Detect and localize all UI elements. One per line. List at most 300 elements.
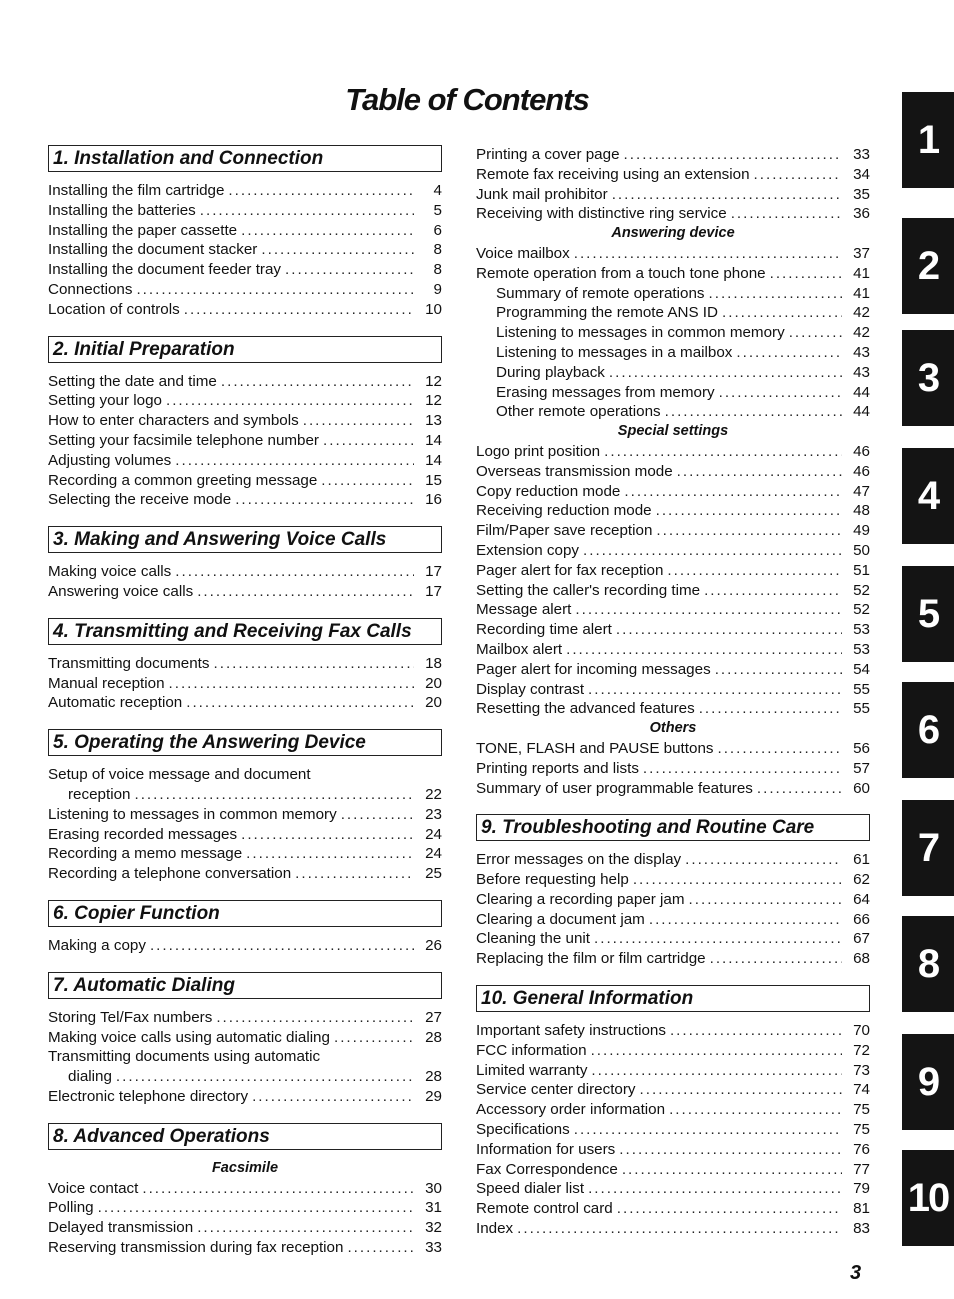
toc-entry-label: Index bbox=[476, 1220, 514, 1238]
toc-entry-page: 37 bbox=[853, 244, 870, 262]
section-entries-9 bbox=[476, 850, 870, 969]
dot-leader bbox=[594, 929, 842, 949]
toc-entry[interactable] bbox=[476, 949, 870, 969]
toc-entry[interactable] bbox=[476, 870, 870, 890]
toc-entry-page: 24 bbox=[425, 845, 442, 863]
dot-leader bbox=[116, 1067, 414, 1087]
section-entries-remote bbox=[476, 284, 870, 423]
section-entries-special bbox=[476, 442, 870, 719]
toc-entry-label: Making voice calls using automatic dialing bbox=[48, 1028, 330, 1046]
toc-entry-label: Receiving with distinctive ring service bbox=[476, 205, 727, 223]
dot-leader bbox=[656, 501, 842, 521]
dot-leader bbox=[566, 640, 842, 660]
chapter-tab-1[interactable]: 1 bbox=[902, 92, 954, 188]
dot-leader bbox=[689, 890, 842, 910]
toc-entry-page: 27 bbox=[425, 1008, 442, 1026]
dot-leader bbox=[150, 936, 414, 956]
toc-entry[interactable] bbox=[476, 640, 870, 660]
toc-entry-page: 67 bbox=[853, 930, 870, 948]
toc-entry[interactable] bbox=[48, 490, 442, 510]
dot-leader bbox=[704, 581, 842, 601]
toc-entry[interactable] bbox=[476, 1219, 870, 1239]
toc-entry-page: 33 bbox=[425, 1238, 442, 1256]
toc-entry[interactable] bbox=[476, 1061, 870, 1081]
dot-leader bbox=[200, 201, 414, 221]
toc-entry-page: 54 bbox=[853, 660, 870, 678]
toc-entry-page: 35 bbox=[853, 185, 870, 203]
toc-entry-page: 60 bbox=[853, 779, 870, 797]
toc-entry-label: Listening to messages in common memory bbox=[48, 805, 337, 823]
toc-entry[interactable] bbox=[48, 280, 442, 300]
toc-entry[interactable] bbox=[48, 864, 442, 884]
section-heading-3[interactable]: 3. Making and Answering Voice Calls bbox=[48, 526, 442, 553]
toc-entry[interactable] bbox=[48, 562, 442, 582]
section-heading-10[interactable]: 10. General Information bbox=[476, 985, 870, 1012]
toc-entry[interactable] bbox=[476, 1100, 870, 1120]
toc-entry[interactable] bbox=[476, 779, 870, 799]
toc-entry-page: 79 bbox=[853, 1180, 870, 1198]
dot-leader bbox=[643, 759, 842, 779]
dot-leader bbox=[334, 1028, 414, 1048]
toc-entry-label: Replacing the film or film cartridge bbox=[476, 950, 706, 968]
toc-entry[interactable] bbox=[48, 181, 442, 201]
dot-leader bbox=[347, 1238, 414, 1258]
chapter-tab-4[interactable]: 4 bbox=[902, 448, 954, 544]
toc-entry[interactable] bbox=[476, 323, 870, 343]
toc-entry[interactable] bbox=[476, 541, 870, 561]
toc-entry-label: Remote operation from a touch tone phone bbox=[476, 264, 766, 282]
section-entries-8 bbox=[48, 1179, 442, 1258]
dot-leader bbox=[757, 779, 842, 799]
toc-entry[interactable] bbox=[476, 660, 870, 680]
toc-entry-label: Answering voice calls bbox=[48, 582, 194, 600]
dot-leader bbox=[656, 521, 842, 541]
section-entries-1 bbox=[48, 181, 442, 320]
toc-entry-page: 64 bbox=[853, 890, 870, 908]
toc-entry[interactable] bbox=[476, 1160, 870, 1180]
toc-entry-label: Transmitting documents bbox=[48, 654, 210, 672]
toc-entry-label: Setting the caller's recording time bbox=[476, 581, 701, 599]
dot-leader bbox=[699, 699, 842, 719]
toc-entry[interactable] bbox=[48, 1198, 442, 1218]
toc-entry[interactable] bbox=[48, 844, 442, 864]
toc-entry-label: Extension copy bbox=[476, 541, 579, 559]
toc-entry-label: Voice contact bbox=[48, 1179, 139, 1197]
toc-entry-page: 61 bbox=[853, 851, 870, 869]
toc-entry-page: 30 bbox=[425, 1179, 442, 1197]
toc-entry[interactable] bbox=[476, 145, 870, 165]
chapter-tab-9[interactable]: 9 bbox=[902, 1034, 954, 1130]
toc-entry-label: Mailbox alert bbox=[476, 640, 563, 658]
dot-leader bbox=[136, 280, 414, 300]
toc-entry-label: Installing the paper cassette bbox=[48, 221, 238, 239]
toc-entry-label: Copy reduction mode bbox=[476, 482, 621, 500]
toc-entry[interactable] bbox=[476, 442, 870, 462]
toc-entry-label: Listening to messages in common memory bbox=[496, 324, 785, 342]
dot-leader bbox=[583, 541, 842, 561]
toc-entry-page: 26 bbox=[425, 936, 442, 954]
toc-entry-label: Erasing messages from memory bbox=[496, 383, 715, 401]
toc-entry[interactable] bbox=[476, 1021, 870, 1041]
toc-right-column bbox=[476, 145, 870, 1239]
toc-entry-label: Installing the batteries bbox=[48, 201, 196, 219]
toc-entry[interactable] bbox=[476, 501, 870, 521]
toc-entry-label: Manual reception bbox=[48, 674, 165, 692]
section-entries-8-cont bbox=[476, 145, 870, 224]
toc-entry[interactable] bbox=[476, 204, 870, 224]
section-entries-6 bbox=[48, 936, 442, 956]
dot-leader bbox=[142, 1179, 414, 1199]
dot-leader bbox=[619, 1140, 842, 1160]
toc-entry[interactable] bbox=[476, 343, 870, 363]
toc-entry-page: 43 bbox=[853, 343, 870, 361]
dot-leader bbox=[175, 562, 414, 582]
toc-entry[interactable] bbox=[476, 1041, 870, 1061]
dot-leader bbox=[624, 482, 842, 502]
toc-entry-page: 18 bbox=[425, 654, 442, 672]
section-heading-2[interactable]: 2. Initial Preparation bbox=[48, 336, 442, 363]
section-7-intro: Transmitting documents using automatic bbox=[48, 1048, 321, 1066]
dot-leader bbox=[175, 451, 414, 471]
dot-leader bbox=[295, 864, 414, 884]
dot-leader bbox=[235, 490, 414, 510]
toc-entry[interactable] bbox=[476, 462, 870, 482]
toc-entry-label: Programming the remote ANS ID bbox=[496, 304, 718, 322]
dot-leader bbox=[134, 785, 414, 805]
dot-leader bbox=[715, 660, 842, 680]
toc-entry[interactable] bbox=[476, 165, 870, 185]
toc-entry[interactable] bbox=[48, 471, 442, 491]
toc-entry-page: 44 bbox=[853, 403, 870, 421]
toc-entry-page: 49 bbox=[853, 522, 870, 540]
toc-entry[interactable] bbox=[476, 383, 870, 403]
toc-entry[interactable] bbox=[476, 1199, 870, 1219]
toc-entry[interactable] bbox=[476, 244, 870, 264]
dot-leader bbox=[754, 165, 842, 185]
toc-entry[interactable] bbox=[48, 201, 442, 221]
toc-entry-label: Display contrast bbox=[476, 680, 585, 698]
toc-entry-label: Pager alert for incoming messages bbox=[476, 660, 711, 678]
chapter-tab-2[interactable]: 2 bbox=[902, 218, 954, 314]
dot-leader bbox=[591, 1041, 842, 1061]
toc-entry-page: 25 bbox=[425, 865, 442, 883]
toc-entry-label: Before requesting help bbox=[476, 871, 629, 889]
subheading-facsimile: Facsimile bbox=[211, 1159, 279, 1176]
toc-entry-page: 75 bbox=[853, 1101, 870, 1119]
toc-entry[interactable] bbox=[476, 929, 870, 949]
toc-entry[interactable] bbox=[48, 221, 442, 241]
section-entries-others bbox=[476, 739, 870, 798]
dot-leader bbox=[622, 1160, 842, 1180]
toc-entry-page: 12 bbox=[425, 372, 442, 390]
section-5-intro: Setup of voice message and document bbox=[48, 766, 311, 784]
toc-entry-page: 76 bbox=[853, 1140, 870, 1158]
toc-entry-page: 20 bbox=[425, 694, 442, 712]
dot-leader bbox=[604, 442, 842, 462]
dot-leader bbox=[169, 674, 414, 694]
toc-entry-label: Installing the document feeder tray bbox=[48, 261, 282, 279]
toc-entry-label: Erasing recorded messages bbox=[48, 825, 238, 843]
toc-entry-label: Remote fax receiving using an extension bbox=[476, 165, 750, 183]
subheading-answering-device: Answering device bbox=[611, 225, 735, 242]
toc-entry-page: 36 bbox=[853, 205, 870, 223]
toc-entry-label: Setting your facsimile telephone number bbox=[48, 431, 319, 449]
toc-entry-page: 66 bbox=[853, 910, 870, 928]
chapter-tab-7[interactable]: 7 bbox=[902, 800, 954, 896]
section-heading-9[interactable]: 9. Troubleshooting and Routine Care bbox=[476, 814, 870, 841]
toc-entry-page: 46 bbox=[853, 442, 870, 460]
toc-entry[interactable] bbox=[48, 825, 442, 845]
toc-entry[interactable] bbox=[48, 300, 442, 320]
toc-entry-label: Making a copy bbox=[48, 936, 146, 954]
toc-entry-page: 43 bbox=[853, 363, 870, 381]
section-heading-4[interactable]: 4. Transmitting and Receiving Fax Calls bbox=[48, 618, 442, 645]
dot-leader bbox=[677, 462, 842, 482]
toc-entry[interactable] bbox=[48, 1179, 442, 1199]
toc-entry[interactable] bbox=[48, 240, 442, 260]
section-entries-answering bbox=[476, 244, 870, 284]
section-heading-7[interactable]: 7. Automatic Dialing bbox=[48, 972, 442, 999]
toc-entry[interactable] bbox=[48, 693, 442, 713]
toc-entry[interactable] bbox=[48, 1238, 442, 1258]
toc-entry-page: 46 bbox=[853, 462, 870, 480]
dot-leader bbox=[685, 850, 842, 870]
toc-entry-page: 14 bbox=[425, 451, 442, 469]
toc-entry-label: Making voice calls bbox=[48, 563, 172, 581]
toc-entry-page: 9 bbox=[433, 280, 442, 298]
section-entries-7 bbox=[48, 1008, 442, 1048]
toc-entry[interactable] bbox=[48, 1028, 442, 1048]
toc-entry-label: Cleaning the unit bbox=[476, 930, 590, 948]
dot-leader bbox=[241, 221, 414, 241]
toc-entry[interactable] bbox=[476, 185, 870, 205]
toc-left-column bbox=[48, 145, 442, 1258]
toc-entry-page: 6 bbox=[433, 221, 442, 239]
chapter-tab-6[interactable]: 6 bbox=[902, 682, 954, 778]
toc-entry[interactable] bbox=[48, 582, 442, 602]
dot-leader bbox=[197, 582, 414, 602]
dot-leader bbox=[575, 600, 842, 620]
toc-entry-label: Receiving reduction mode bbox=[476, 502, 652, 520]
toc-entry-page: 24 bbox=[425, 825, 442, 843]
toc-entry-label: Remote control card bbox=[476, 1200, 613, 1218]
toc-entry-page: 55 bbox=[853, 700, 870, 718]
dot-leader bbox=[252, 1087, 414, 1107]
toc-entry-page: 12 bbox=[425, 392, 442, 410]
dot-leader bbox=[770, 264, 842, 284]
section-entries-7b bbox=[48, 1067, 442, 1107]
toc-entry-label: Other remote operations bbox=[496, 403, 661, 421]
page-number: 3 bbox=[850, 1262, 862, 1284]
dot-leader bbox=[633, 870, 842, 890]
section-heading-5[interactable]: 5. Operating the Answering Device bbox=[48, 729, 442, 756]
toc-entry-label: Specifications bbox=[476, 1121, 570, 1139]
dot-leader bbox=[616, 620, 842, 640]
dot-leader bbox=[303, 411, 414, 431]
toc-entry-label: Summary of remote operations bbox=[496, 284, 705, 302]
toc-entry-label: Storing Tel/Fax numbers bbox=[48, 1008, 213, 1026]
dot-leader bbox=[228, 181, 414, 201]
toc-entry-page: 68 bbox=[853, 950, 870, 968]
toc-entry-page: 55 bbox=[853, 680, 870, 698]
subheading-special-settings: Special settings bbox=[617, 423, 729, 440]
toc-entry-page: 15 bbox=[425, 471, 442, 489]
toc-entry[interactable] bbox=[476, 561, 870, 581]
toc-entry-label: Junk mail prohibitor bbox=[476, 185, 608, 203]
toc-entry[interactable] bbox=[48, 936, 442, 956]
toc-entry-label: reception bbox=[68, 785, 131, 803]
toc-entry-page: 14 bbox=[425, 431, 442, 449]
section-heading-6[interactable]: 6. Copier Function bbox=[48, 900, 442, 927]
dot-leader bbox=[649, 910, 842, 930]
toc-entry[interactable] bbox=[476, 264, 870, 284]
dot-leader bbox=[214, 654, 414, 674]
toc-entry[interactable] bbox=[476, 620, 870, 640]
toc-entry[interactable] bbox=[476, 739, 870, 759]
page-title: Table of Contents bbox=[345, 82, 589, 117]
toc-entry-page: 53 bbox=[853, 621, 870, 639]
toc-entry-page: 34 bbox=[853, 165, 870, 183]
toc-entry-page: 77 bbox=[853, 1160, 870, 1178]
chapter-tab-3[interactable]: 3 bbox=[902, 330, 954, 426]
section-heading-1[interactable]: 1. Installation and Connection bbox=[48, 145, 442, 172]
toc-entry-page: 17 bbox=[425, 563, 442, 581]
toc-entry-page: 62 bbox=[853, 871, 870, 889]
toc-entry-label: Logo print position bbox=[476, 442, 601, 460]
toc-entry[interactable] bbox=[476, 1120, 870, 1140]
toc-entry-label: Printing reports and lists bbox=[476, 759, 639, 777]
toc-entry[interactable] bbox=[476, 680, 870, 700]
toc-entry[interactable] bbox=[476, 1140, 870, 1160]
dot-leader bbox=[717, 739, 842, 759]
toc-entry[interactable] bbox=[476, 699, 870, 719]
toc-entry-label: FCC information bbox=[476, 1041, 587, 1059]
toc-entry[interactable] bbox=[48, 1218, 442, 1238]
dot-leader bbox=[710, 949, 842, 969]
toc-entry-page: 52 bbox=[853, 601, 870, 619]
toc-entry-label: Connections bbox=[48, 280, 133, 298]
toc-entry-page: 29 bbox=[425, 1087, 442, 1105]
dot-leader bbox=[321, 471, 414, 491]
toc-entry[interactable] bbox=[48, 674, 442, 694]
dot-leader bbox=[640, 1080, 842, 1100]
toc-entry[interactable] bbox=[476, 850, 870, 870]
toc-entry[interactable] bbox=[48, 431, 442, 451]
toc-entry-page: 31 bbox=[425, 1199, 442, 1217]
toc-entry-label: Film/Paper save reception bbox=[476, 522, 653, 540]
dot-leader bbox=[670, 1021, 842, 1041]
toc-entry-label: Recording a common greeting message bbox=[48, 471, 318, 489]
dot-leader bbox=[588, 1179, 842, 1199]
dot-leader bbox=[612, 185, 842, 205]
toc-entry-page: 13 bbox=[425, 412, 442, 430]
toc-entry[interactable] bbox=[476, 402, 870, 422]
toc-entry-label: Reserving transmission during fax reception bbox=[48, 1238, 344, 1256]
toc-entry[interactable] bbox=[476, 600, 870, 620]
toc-entry-page: 81 bbox=[853, 1200, 870, 1218]
toc-entry[interactable] bbox=[476, 759, 870, 779]
section-entries-4 bbox=[48, 654, 442, 713]
toc-entry[interactable] bbox=[476, 1080, 870, 1100]
toc-entry-page: 83 bbox=[853, 1220, 870, 1238]
section-heading-8[interactable]: 8. Advanced Operations bbox=[48, 1123, 442, 1150]
toc-entry-label: Voice mailbox bbox=[476, 244, 570, 262]
toc-entry[interactable] bbox=[476, 581, 870, 601]
toc-entry-label: Service center directory bbox=[476, 1081, 636, 1099]
chapter-tab-10[interactable]: 10 bbox=[902, 1150, 954, 1246]
toc-entry-page: 48 bbox=[853, 502, 870, 520]
toc-entry[interactable] bbox=[476, 1179, 870, 1199]
toc-entry-label: During playback bbox=[496, 363, 605, 381]
toc-entry-label: Electronic telephone directory bbox=[48, 1087, 249, 1105]
toc-entry-label: Clearing a recording paper jam bbox=[476, 890, 685, 908]
toc-entry-label: Accessory order information bbox=[476, 1101, 666, 1119]
dot-leader bbox=[246, 844, 414, 864]
chapter-tab-5[interactable]: 5 bbox=[902, 566, 954, 662]
toc-entry[interactable] bbox=[476, 910, 870, 930]
dot-leader bbox=[719, 383, 842, 403]
toc-entry[interactable] bbox=[48, 785, 442, 805]
toc-entry[interactable] bbox=[48, 1008, 442, 1028]
toc-entry-page: 5 bbox=[433, 201, 442, 219]
toc-entry-page: 41 bbox=[853, 264, 870, 282]
toc-entry[interactable] bbox=[48, 451, 442, 471]
toc-entry-page: 10 bbox=[425, 300, 442, 318]
toc-entry[interactable] bbox=[476, 284, 870, 304]
dot-leader bbox=[789, 323, 842, 343]
dot-leader bbox=[186, 693, 414, 713]
toc-entry[interactable] bbox=[476, 890, 870, 910]
toc-entry-page: 4 bbox=[433, 182, 442, 199]
toc-entry-page: 53 bbox=[853, 640, 870, 658]
dot-leader bbox=[574, 1120, 842, 1140]
toc-entry[interactable] bbox=[48, 260, 442, 280]
dot-leader bbox=[323, 431, 414, 451]
toc-entry-page: 57 bbox=[853, 759, 870, 777]
chapter-tab-8[interactable]: 8 bbox=[902, 916, 954, 1012]
toc-entry[interactable] bbox=[476, 482, 870, 502]
toc-entry-label: Printing a cover page bbox=[476, 146, 620, 163]
toc-entry-page: 74 bbox=[853, 1081, 870, 1099]
dot-leader bbox=[221, 372, 414, 392]
toc-entry-label: Error messages on the display bbox=[476, 851, 682, 869]
toc-entry[interactable] bbox=[48, 391, 442, 411]
toc-entry[interactable] bbox=[476, 521, 870, 541]
toc-entry-page: 41 bbox=[853, 284, 870, 302]
toc-entry-page: 73 bbox=[853, 1061, 870, 1079]
toc-entry-label: Pager alert for fax reception bbox=[476, 561, 664, 579]
toc-entry[interactable] bbox=[476, 363, 870, 383]
toc-entry[interactable] bbox=[48, 372, 442, 392]
toc-entry-page: 50 bbox=[853, 541, 870, 559]
toc-entry-page: 20 bbox=[425, 674, 442, 692]
toc-entry[interactable] bbox=[48, 411, 442, 431]
dot-leader bbox=[341, 805, 414, 825]
toc-entry[interactable] bbox=[476, 303, 870, 323]
toc-entry[interactable] bbox=[48, 805, 442, 825]
toc-entry-label: How to enter characters and symbols bbox=[48, 412, 299, 430]
toc-entry[interactable] bbox=[48, 654, 442, 674]
dot-leader bbox=[591, 1061, 842, 1081]
toc-entry-label: Automatic reception bbox=[48, 694, 183, 712]
toc-entry[interactable] bbox=[48, 1067, 442, 1087]
toc-entry-page: 23 bbox=[425, 805, 442, 823]
dot-leader bbox=[574, 244, 842, 264]
dot-leader bbox=[197, 1218, 414, 1238]
dot-leader bbox=[731, 204, 842, 224]
dot-leader bbox=[517, 1219, 842, 1239]
toc-entry[interactable] bbox=[48, 1087, 442, 1107]
